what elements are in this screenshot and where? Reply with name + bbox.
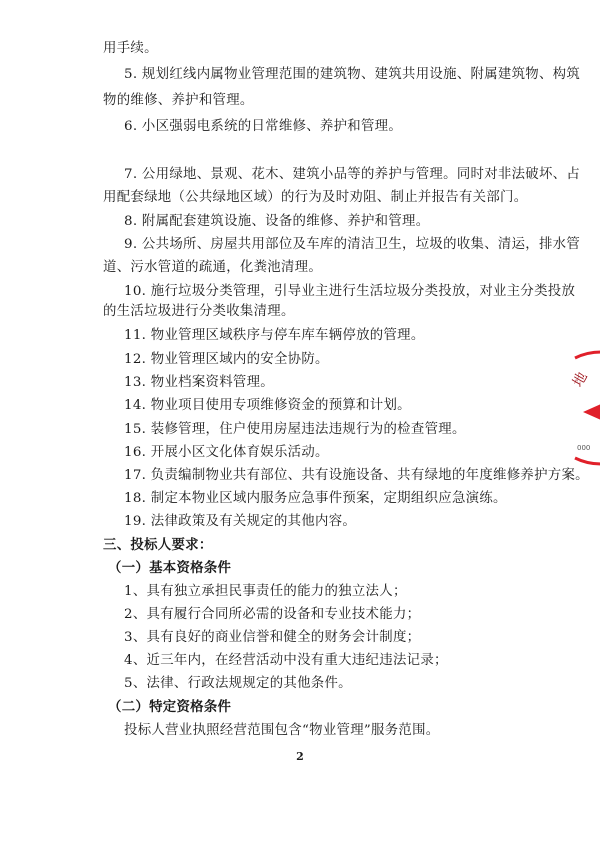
text-line: 8. 附属配套建筑设施、设备的维修、养护和管理。 (124, 214, 430, 229)
text-line: 9. 公共场所、房屋共用部位及车库的清洁卫生，垃圾的收集、清运，排水管 (124, 237, 581, 252)
section-heading-bidder-requirements: 三、投标人要求： (103, 537, 213, 553)
text-line: 16. 开展小区文化体育娱乐活动。 (124, 445, 329, 460)
text-line: 18. 制定本物业区域内服务应急事件预案，定期组织应急演练。 (124, 491, 507, 506)
basic-item-5: 5、法律、行政法规规定的其他条件。 (124, 676, 352, 691)
text-line: 19. 法律政策及有关规定的其他内容。 (124, 514, 357, 529)
text-line: 12. 物业管理区域内的安全协防。 (124, 352, 329, 367)
text-line: 的生活垃圾进行分类收集清理。 (103, 304, 295, 319)
svg-text:地: 地 (569, 369, 591, 390)
text-line: 用手续。 (103, 41, 158, 56)
text-line: 10. 施行垃圾分类管理，引导业主进行生活垃圾分类投放，对业主分类投放 (124, 284, 576, 299)
basic-item-4: 4、近三年内，在经营活动中没有重大违纪违法记录； (124, 653, 448, 668)
text-line: 13. 物业档案资料管理。 (124, 375, 274, 390)
text-line: 11. 物业管理区域秩序与停车库车辆停放的管理。 (124, 328, 425, 343)
basic-item-1: 1、具有独立承担民事责任的能力的独立法人； (124, 584, 407, 599)
svg-text:000: 000 (577, 444, 591, 452)
text-line: 17. 负责编制物业共有部位、共有设施设备、共有绿地的年度维修养护方案。 (124, 468, 589, 483)
page-number: 2 (296, 750, 304, 763)
subheading-special-qualifications: （二）特定资格条件 (108, 699, 232, 715)
special-qualification-text: 投标人营业执照经营范围包含“物业管理”服务范围。 (124, 723, 440, 738)
text-line: 7. 公用绿地、景观、花木、建筑小品等的养护与管理。同时对非法破坏、占 (124, 167, 581, 182)
text-line: 6. 小区强弱电系统的日常维修、养护和管理。 (124, 119, 403, 134)
text-line: 道、污水管道的疏通，化粪池清理。 (103, 260, 323, 275)
basic-item-3: 3、具有良好的商业信誉和健全的财务会计制度； (124, 630, 421, 645)
text-line: 物的维修、养护和管理。 (103, 93, 254, 108)
text-line: 15. 装修管理，住户使用房屋违法违规行为的检查管理。 (124, 422, 466, 437)
basic-item-2: 2、具有履行合同所必需的设备和专业技术能力； (124, 607, 421, 622)
text-line: 5. 规划红线内属物业管理范围的建筑物、建筑共用设施、附属建筑物、构筑 (124, 67, 581, 82)
text-line: 用配套绿地（公共绿地区域）的行为及时劝阻、制止并报告有关部门。 (103, 190, 528, 205)
red-seal-stamp-icon (565, 340, 600, 475)
text-line: 14. 物业项目使用专项维修资金的预算和计划。 (124, 398, 411, 413)
subheading-basic-qualifications: （一）基本资格条件 (108, 560, 232, 576)
